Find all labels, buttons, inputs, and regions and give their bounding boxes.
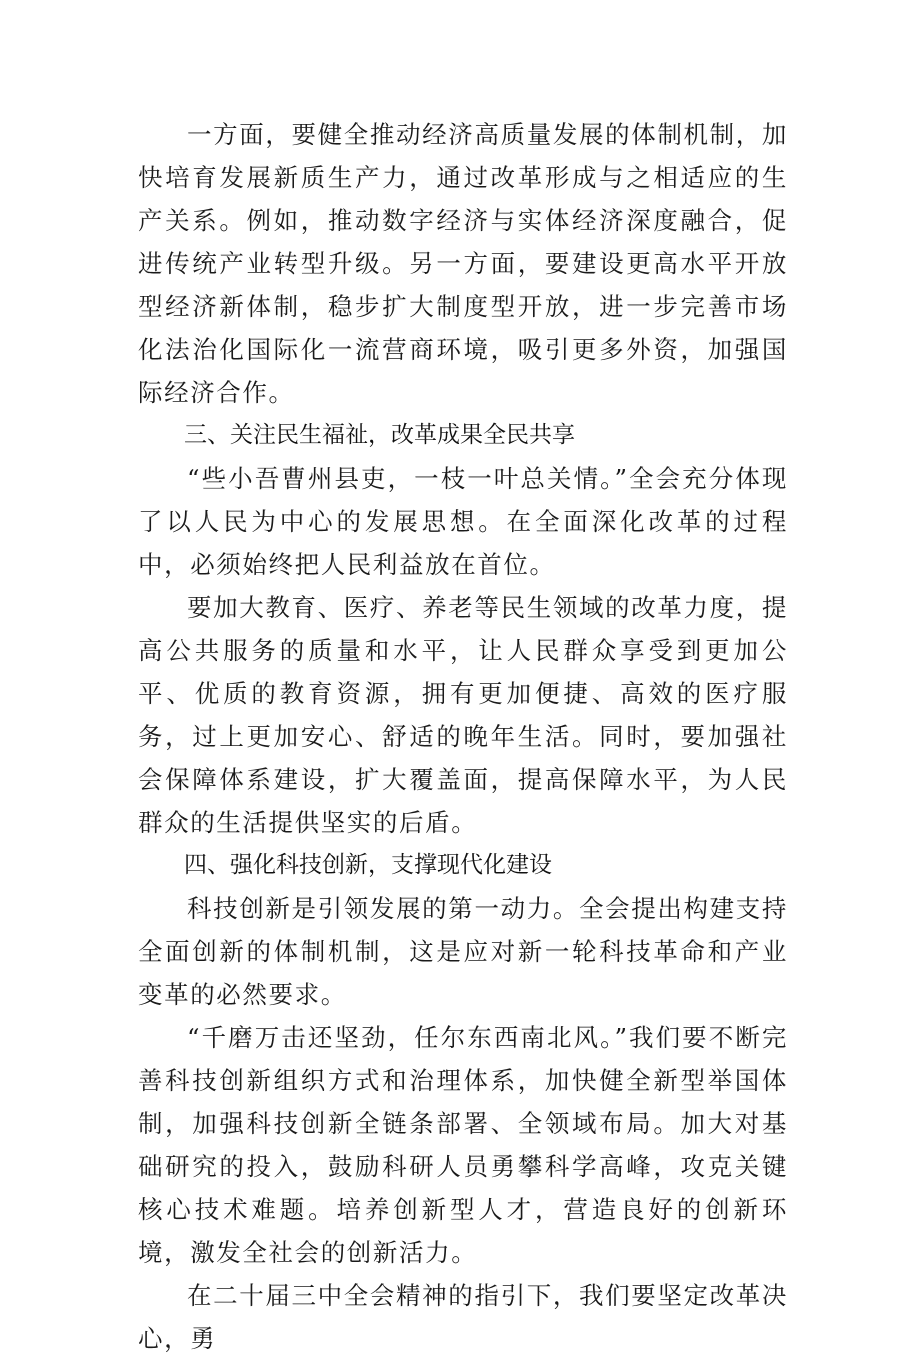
paragraph-economy: 一方面，要健全推动经济高质量发展的体制机制，加快培育发展新质生产力，通过改革形成与之相适应的生产关系。例如，推动数字经济与实体经济深度融合，促进传统产业转型升级。另一方面，要建设更高水平开放型经济新体制，稳步扩大制度型开放，进一步完善市场化法治化国际化一流营商环境，吸引更多外资，加强国际经济合作。 [138,120,788,407]
paragraph-public-services: 要加大教育、医疗、养老等民生领域的改革力度，提高公共服务的质量和水平，让人民群众享受到更加公平、优质的教育资源，拥有更加便捷、高效的医疗服务，过上更加安心、舒适的晚年生活。同时，要加强社会保障体系建设，扩大覆盖面，提高保障水平，为人民群众的生活提供坚实的后盾。 [138,593,788,837]
paragraph-innovation-system: “千磨万击还坚劲，任尔东西南北风。”我们要不断完善科技创新组织方式和治理体系，加快健全新型举国体制，加强科技创新全链条部署、全领域布局。加大对基础研究的投入，鼓励科研人员勇攀科学高峰，攻克关键核心技术难题。培养创新型人才，营造良好的创新环境，激发全社会的创新活力。 [138,1023,788,1267]
section-heading-livelihood: 三、关注民生福祉，改革成果全民共享 [184,422,575,448]
paragraph-people-centered: “些小吾曹州县吏，一枝一叶总关情。”全会充分体现了以人民为中心的发展思想。在全面深化改革的过程中，必须始终把人民利益放在首位。 [138,464,788,579]
section-heading-technology: 四、强化科技创新，支撑现代化建设 [184,852,552,878]
document-body [138,113,788,1360]
paragraph-conclusion: 在二十届三中全会精神的指引下，我们要坚定改革决心，勇 [138,1281,788,1353]
paragraph-innovation-driver: 科技创新是引领发展的第一动力。全会提出构建支持全面创新的体制机制，这是应对新一轮科技革命和产业变革的必然要求。 [138,894,788,1009]
